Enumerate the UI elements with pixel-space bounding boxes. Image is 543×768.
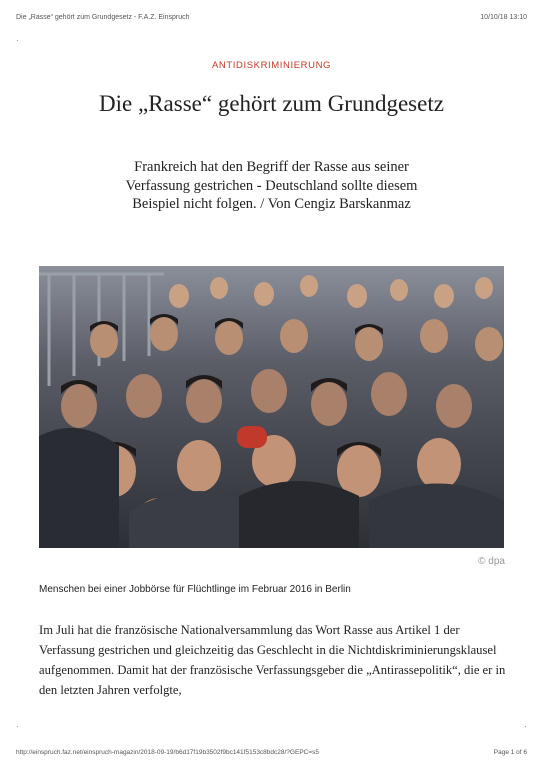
print-header (16, 14, 527, 26)
corner-mark (525, 726, 526, 727)
corner-mark (17, 40, 18, 41)
page-number: Page 1 of 6 (493, 749, 527, 756)
article-kicker: ANTIDISKRIMINIERUNG (211, 60, 332, 71)
article-title: Die „Rasse“ gehört zum Grundgesetz (99, 91, 444, 116)
page-url: http://einspruch.faz.net/einspruch-magazin/2018-09-19/b6d17f19b3502f9bc141f5153c8bdc28/?GEPC=s5 (16, 749, 320, 756)
print-header-datetime: 10/10/18 13:10 (480, 14, 527, 21)
article-body-paragraph: Im Juli hat die französische Nationalversammlung das Wort Rasse aus Artikel 1 der Verfassung gestrichen und gleichzeitig das Geschlecht in die Nichtdiskriminierungsklausel aufgenommen. Damit hat der französische Verfassungsgeber die „Antirassepolitik“, die er in den letzten Jahren verfolgte, (39, 623, 506, 697)
print-header-title: Die „Rasse“ gehört zum Grundgesetz - F.A.Z. Einspruch (16, 14, 190, 21)
print-footer (16, 749, 527, 761)
photo-credit: © dpa (478, 556, 505, 567)
corner-mark (17, 726, 18, 727)
article-teaser: Frankreich hat den Begriff der Rasse aus seiner Verfassung gestrichen - Deutschland sollte diesem Beispiel nicht folgen. / Von Cengiz Barskanmaz (125, 159, 418, 212)
photo-caption: Menschen bei einer Jobbörse für Flüchtlinge im Februar 2016 in Berlin (39, 584, 351, 595)
crowd-photo-illustration (39, 266, 504, 548)
article-photo (39, 266, 504, 548)
